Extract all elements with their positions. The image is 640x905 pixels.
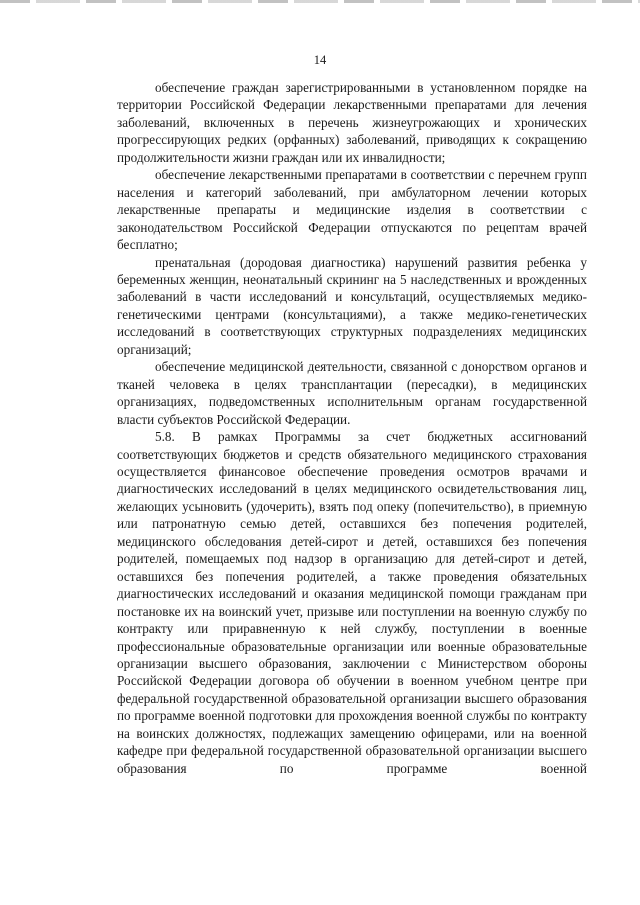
page-number: 14 bbox=[313, 53, 327, 67]
scan-top-edge bbox=[0, 0, 640, 3]
paragraph-prenatal-diagnostics: пренатальная (дородовая диагностика) нарушений развития ребенка у беременных женщин, неонатальный скрининг на 5 наследственных и врожденных заболеваний в части исследований и консультаций, осуществляемых медико-генетическими центрами (консультациями), а также медико-генетических исследований в соответствующих структурных подразделениях медицинских организаций; bbox=[117, 254, 587, 357]
paragraph-orphan-diseases: обеспечение граждан зарегистрированными в установленном порядке на территории Российской Федерации лекарственными препаратами для лечения заболеваний, включенных в перечень жизнеугрожающих и хронических прогрессирующих редких (орфанных) заболеваний, приводящих к сокращению продолжительности жизни граждан или их инвалидности; bbox=[117, 80, 587, 165]
paragraph-organ-donation: обеспечение медицинской деятельности, связанной с донорством органов и тканей человека в целях трансплантации (пересадки), в медицинских организациях, подведомственных исполнительным органам государственной власти субъектов Российской Федерации. bbox=[117, 359, 587, 427]
document-body bbox=[117, 79, 587, 777]
paragraph-section-5-8: 5.8. В рамках Программы за счет бюджетных ассигнований соответствующих бюджетов и средств обязательного медицинского страхования осуществляется финансовое обеспечение проведения осмотров врачами и диагностических исследований в целях медицинского освидетельствования лиц, желающих усыновить (удочерить), взять под опеку (попечительство), в приемную или патронатную семью детей, оставшихся без попечения родителей, медицинского обследования детей-сирот и детей, оставшихся без попечения родителей, помещаемых под надзор в организацию для детей-сирот и детей, оставшихся без попечения родителей, а также проведения обязательных диагностических исследований и оказания медицинской помощи гражданам при постановке их на воинский учет, призыве или поступлении на военную службу по контракту или приравненную к ней службу, поступлении в военные профессиональные образовательные организации или военные образовательные организации высшего образования, заключении с Министерством обороны Российской Федерации договора об обучении в военном учебном центре при федеральной государственной образовательной организации высшего образования по программе военной подготовки для прохождения военной службы по контракту на воинских должностях, подлежащих замещению офицерами, или на военной кафедре при федеральной государственной образовательной организации высшего образования по программе военной bbox=[117, 429, 587, 776]
paragraph-free-prescriptions: обеспечение лекарственными препаратами в соответствии с перечнем групп населения и категорий заболеваний, при амбулаторном лечении которых лекарственные препараты и медицинские изделия в соответствии с законодательством Российской Федерации отпускаются по рецептам врачей бесплатно; bbox=[117, 167, 587, 253]
